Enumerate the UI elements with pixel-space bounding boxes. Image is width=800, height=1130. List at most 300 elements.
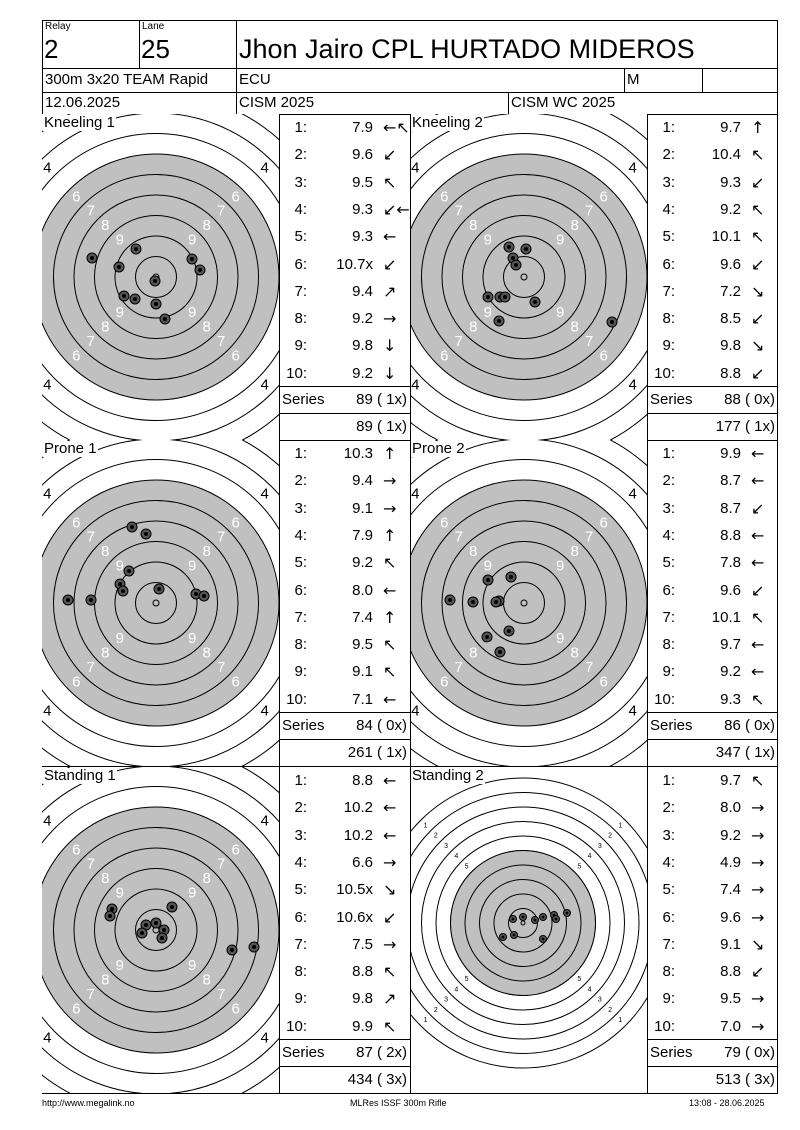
shot-value: 9.4 xyxy=(352,282,373,300)
shot-value: 10.4 xyxy=(711,146,741,164)
ring-number: 4 xyxy=(260,1029,269,1047)
ring-number: 9 xyxy=(556,557,565,575)
ring-number: 4 xyxy=(260,159,269,177)
shot-value: 6.6 xyxy=(352,853,373,871)
ring-number: 7 xyxy=(454,202,463,220)
shot-value: 9.7 xyxy=(720,636,741,654)
ring-number: 4 xyxy=(628,376,637,394)
shot-value: 7.1 xyxy=(352,690,373,708)
shot-value: 9.6 xyxy=(720,581,741,599)
shot-direction-arrow-icon: ↘ xyxy=(751,281,765,301)
shot-impact[interactable] xyxy=(468,597,478,607)
ring-number: 4 xyxy=(411,702,420,720)
shot-direction-arrow-icon: ← xyxy=(383,771,397,790)
shot-impact[interactable] xyxy=(199,591,209,601)
shot-value: 9.6 xyxy=(720,255,741,273)
ring-number: 8 xyxy=(202,870,211,888)
shot-impact[interactable] xyxy=(141,529,151,539)
shot-number: 5: xyxy=(294,228,307,246)
championship: CISM WC 2025 xyxy=(511,94,616,111)
ring-number: 6 xyxy=(440,347,449,365)
shot-impact[interactable] xyxy=(553,916,560,923)
shot-direction-arrow-icon: ↑ xyxy=(751,118,765,137)
shot-value: 8.5 xyxy=(720,310,741,328)
aiming-black xyxy=(451,851,596,996)
shot-direction-arrow-icon: ↙ xyxy=(751,254,765,274)
ring-number: 5 xyxy=(425,173,434,191)
shot-impact[interactable] xyxy=(167,902,177,912)
shot-impact[interactable] xyxy=(564,910,571,917)
shot-direction-arrow-icon: ← xyxy=(383,825,397,845)
series-label: Series xyxy=(650,717,693,734)
shot-direction-arrow-icon: → xyxy=(751,852,765,872)
shot-number: 4: xyxy=(294,526,307,544)
ring-number: 7 xyxy=(454,528,463,546)
shot-value: 9.5 xyxy=(352,173,373,191)
ring-number: 7 xyxy=(585,333,594,351)
shot-direction-arrow-icon: ← xyxy=(383,798,397,818)
ring-number: 5 xyxy=(57,688,66,706)
shot-number: 9: xyxy=(294,663,307,681)
relay-value: 2 xyxy=(44,34,59,64)
summary-divider xyxy=(647,1039,778,1040)
shot-number: 2: xyxy=(294,472,307,490)
shot-number: 8: xyxy=(294,963,307,981)
ring-number: 5 xyxy=(246,173,255,191)
series-label: Series xyxy=(650,1044,693,1061)
ring-number: 4 xyxy=(43,376,52,394)
ring-number: 5 xyxy=(57,1015,66,1033)
ring-number: 9 xyxy=(556,630,565,648)
running-total: 89 ( 1x) xyxy=(356,418,407,435)
shot-impact[interactable] xyxy=(130,294,140,304)
shot-value: 8.8 xyxy=(720,526,741,544)
shot-impact[interactable] xyxy=(504,626,514,636)
shot-impact[interactable] xyxy=(483,575,493,585)
ring-number: 9 xyxy=(556,304,565,322)
series-label: Series xyxy=(650,391,693,408)
ring-number: 7 xyxy=(86,855,95,873)
shot-impact[interactable] xyxy=(483,292,493,302)
ring-number: 4 xyxy=(628,702,637,720)
ring-number: 8 xyxy=(202,971,211,989)
ring-number: 9 xyxy=(483,557,492,575)
shot-value: 9.1 xyxy=(720,935,741,953)
ring-number: 6 xyxy=(72,1000,81,1018)
shot-direction-arrow-icon: ↓ xyxy=(383,336,397,356)
ring-number: 5 xyxy=(577,863,582,871)
ring-number: 5 xyxy=(614,688,623,706)
shot-impact[interactable] xyxy=(607,317,617,327)
shot-impact[interactable] xyxy=(187,254,197,264)
series-score: 84 ( 0x) xyxy=(356,717,407,734)
ring-number: 9 xyxy=(483,304,492,322)
summary-divider xyxy=(279,1066,410,1067)
shot-impact[interactable] xyxy=(160,314,170,324)
ring-number: 6 xyxy=(72,673,81,691)
shot-number: 8: xyxy=(294,636,307,654)
shot-value: 9.5 xyxy=(352,636,373,654)
shot-impact[interactable] xyxy=(540,914,547,921)
shot-direction-arrow-icon: ↖ xyxy=(383,635,397,655)
shot-impact[interactable] xyxy=(511,260,521,270)
shooter-name: Jhon Jairo CPL HURTADO MIDEROS xyxy=(239,34,695,64)
shot-direction-arrow-icon: ↙ xyxy=(751,962,765,982)
header-divider xyxy=(702,68,703,92)
shot-number: 5: xyxy=(662,881,675,899)
ring-number: 6 xyxy=(231,841,240,859)
target-face xyxy=(42,767,279,1093)
running-total: 261 ( 1x) xyxy=(347,744,407,761)
shot-value: 9.8 xyxy=(352,990,373,1008)
shot-direction-arrow-icon: ↖ xyxy=(383,553,397,573)
shot-direction-arrow-icon: ↗ xyxy=(383,281,397,301)
shot-impact[interactable] xyxy=(532,917,539,924)
shot-direction-arrow-icon: ↖ xyxy=(751,689,765,709)
ring-number: 2 xyxy=(433,1006,438,1014)
shot-value: 9.1 xyxy=(352,499,373,517)
ring-number: 8 xyxy=(101,971,110,989)
summary-divider xyxy=(647,1066,778,1067)
shot-value: 4.9 xyxy=(720,853,741,871)
shot-direction-arrow-icon: ↘ xyxy=(751,934,765,954)
shot-direction-arrow-icon: ↙ xyxy=(751,172,765,192)
ring-number: 8 xyxy=(101,217,110,235)
shot-number: 8: xyxy=(662,310,675,328)
shot-direction-arrow-icon: ↖ xyxy=(383,962,397,982)
shot-impact[interactable] xyxy=(495,647,505,657)
shot-direction-arrow-icon: → xyxy=(751,907,765,927)
ring-number: 9 xyxy=(188,884,197,902)
shot-number: 10: xyxy=(286,690,307,708)
ring-number: 9 xyxy=(188,630,197,648)
shot-number: 4: xyxy=(662,200,675,218)
ring-number: 5 xyxy=(425,688,434,706)
ring-number: 6 xyxy=(440,673,449,691)
shot-impact[interactable] xyxy=(540,936,547,943)
ring-number: 9 xyxy=(188,557,197,575)
shot-number: 2: xyxy=(662,146,675,164)
ring-number: 8 xyxy=(202,217,211,235)
ring-number: 3 xyxy=(597,842,602,850)
shot-number: 1: xyxy=(662,772,675,789)
shot-value: 9.9 xyxy=(720,445,741,462)
ring-number: 7 xyxy=(86,986,95,1004)
shot-impact[interactable] xyxy=(494,316,504,326)
date: 12.06.2025 xyxy=(45,94,121,111)
shot-direction-arrow-icon: ← xyxy=(751,444,765,463)
shot-direction-arrow-icon: → xyxy=(383,498,397,518)
target-face xyxy=(410,114,647,440)
ring-number: 5 xyxy=(57,362,66,380)
ring-number: 5 xyxy=(57,826,66,844)
ring-number: 8 xyxy=(101,644,110,662)
shot-direction-arrow-icon: ↙ xyxy=(751,363,765,383)
ring-number: 3 xyxy=(444,996,449,1004)
shot-direction-arrow-icon: ← xyxy=(751,525,765,545)
shot-number: 7: xyxy=(294,935,307,953)
ring-number: 5 xyxy=(614,362,623,380)
ring-number: 1 xyxy=(618,822,623,830)
shot-value: 9.3 xyxy=(352,228,373,246)
shot-impact[interactable] xyxy=(127,522,137,532)
ring-number: 5 xyxy=(57,499,66,517)
shot-direction-arrow-icon: ← xyxy=(383,689,397,709)
shot-number: 2: xyxy=(662,472,675,490)
shot-impact[interactable] xyxy=(482,632,492,642)
ring-number: 4 xyxy=(43,159,52,177)
ring-number: 9 xyxy=(115,957,124,975)
running-total: 347 ( 1x) xyxy=(715,744,775,761)
shot-impact[interactable] xyxy=(131,244,141,254)
shot-impact[interactable] xyxy=(530,297,540,307)
shot-value: 9.3 xyxy=(720,173,741,191)
shot-number: 6: xyxy=(294,908,307,926)
running-total: 513 ( 3x) xyxy=(715,1071,775,1088)
shot-direction-arrow-icon: ↖ xyxy=(383,172,397,192)
shot-value: 9.3 xyxy=(352,200,373,218)
shot-number: 3: xyxy=(662,499,675,517)
panel-divider xyxy=(42,1093,410,1094)
shot-impact[interactable] xyxy=(151,299,161,309)
shot-impact[interactable] xyxy=(87,253,97,263)
ring-number: 4 xyxy=(454,853,459,861)
shot-impact[interactable] xyxy=(500,934,507,941)
shot-impact[interactable] xyxy=(500,292,510,302)
ring-number: 4 xyxy=(587,853,592,861)
series-score: 87 ( 2x) xyxy=(356,1044,407,1061)
shot-number: 1: xyxy=(294,119,307,136)
ring-number: 4 xyxy=(260,485,269,503)
shot-value: 9.6 xyxy=(720,908,741,926)
ring-number: 8 xyxy=(202,318,211,336)
panel-title: Kneeling 2 xyxy=(412,114,483,131)
shot-direction-arrow-icon: ↙ xyxy=(383,907,397,927)
shot-value: 9.2 xyxy=(720,200,741,218)
shot-value: 8.8 xyxy=(352,963,373,981)
panel-title: Prone 1 xyxy=(44,440,97,457)
shot-impact[interactable] xyxy=(63,595,73,605)
shot-impact[interactable] xyxy=(137,928,147,938)
shot-number: 10: xyxy=(286,1017,307,1035)
ring-number: 2 xyxy=(433,832,438,840)
shot-impact[interactable] xyxy=(520,914,527,921)
shot-direction-arrow-icon: ↙ xyxy=(383,145,397,165)
shot-impact[interactable] xyxy=(195,265,205,275)
gender: M xyxy=(627,71,640,88)
shot-impact[interactable] xyxy=(118,586,128,596)
ring-number: 5 xyxy=(464,863,469,871)
shot-value: 8.0 xyxy=(720,799,741,817)
ring-number: 5 xyxy=(246,688,255,706)
shot-impact[interactable] xyxy=(150,276,160,286)
shot-number: 4: xyxy=(294,853,307,871)
shot-value: 9.6 xyxy=(352,146,373,164)
ring-number: 6 xyxy=(599,673,608,691)
ring-number: 7 xyxy=(585,659,594,677)
shot-impact[interactable] xyxy=(124,566,134,576)
ring-number: 1 xyxy=(423,1017,428,1025)
shot-direction-arrow-icon: ↖ xyxy=(751,145,765,165)
ring-number: 4 xyxy=(628,159,637,177)
shot-number: 6: xyxy=(294,255,307,273)
shot-number: 5: xyxy=(662,554,675,572)
shot-direction-arrow-icon: ← xyxy=(751,635,765,655)
ring-number: 7 xyxy=(585,202,594,220)
ring-number: 6 xyxy=(231,1000,240,1018)
ring-number: 4 xyxy=(260,702,269,720)
shot-impact[interactable] xyxy=(119,291,129,301)
shot-value: 9.2 xyxy=(720,826,741,844)
ring-number: 6 xyxy=(440,514,449,532)
shot-number: 10: xyxy=(654,1017,675,1035)
shot-direction-arrow-icon: ↑ xyxy=(383,444,397,463)
series-score: 89 ( 1x) xyxy=(356,391,407,408)
shot-number: 1: xyxy=(294,772,307,789)
shot-number: 3: xyxy=(294,499,307,517)
shot-number: 4: xyxy=(662,526,675,544)
running-total: 434 ( 3x) xyxy=(347,1071,407,1088)
shot-impact[interactable] xyxy=(510,916,517,923)
shot-direction-arrow-icon: ↙ xyxy=(751,309,765,329)
shot-number: 3: xyxy=(662,826,675,844)
panel-divider xyxy=(410,1093,778,1094)
shot-impact[interactable] xyxy=(249,942,259,952)
shot-impact[interactable] xyxy=(227,945,237,955)
footer-url[interactable]: http://www.megalink.no xyxy=(42,1098,135,1108)
shot-value: 8.7 xyxy=(720,472,741,490)
ring-number: 8 xyxy=(469,217,478,235)
shot-direction-arrow-icon: ↖ xyxy=(751,227,765,247)
shot-impact[interactable] xyxy=(506,572,516,582)
ring-number: 2 xyxy=(608,1006,613,1014)
ring-number: 5 xyxy=(614,499,623,517)
header-divider xyxy=(139,20,140,68)
shot-direction-arrow-icon: → xyxy=(383,852,397,872)
ring-number: 5 xyxy=(246,362,255,380)
shot-impact[interactable] xyxy=(114,262,124,272)
ring-number: 7 xyxy=(217,855,226,873)
event-name: 300m 3x20 TEAM Rapid xyxy=(45,71,209,88)
header-divider xyxy=(508,92,509,114)
ring-number: 8 xyxy=(570,318,579,336)
shot-direction-arrow-icon: ↖ xyxy=(751,607,765,627)
shot-number: 4: xyxy=(294,200,307,218)
ring-number: 3 xyxy=(597,996,602,1004)
shot-value: 9.2 xyxy=(720,663,741,681)
shot-value: 9.9 xyxy=(352,1017,373,1035)
shot-value: 8.8 xyxy=(720,963,741,981)
shot-impact[interactable] xyxy=(157,933,167,943)
shot-impact[interactable] xyxy=(491,597,501,607)
shot-value: 7.5 xyxy=(352,935,373,953)
ring-number: 4 xyxy=(260,812,269,830)
shot-value: 10.7x xyxy=(336,255,373,273)
ring-number: 5 xyxy=(246,1015,255,1033)
shot-value: 9.7 xyxy=(720,119,741,136)
panel-title: Prone 2 xyxy=(412,440,465,457)
shot-number: 2: xyxy=(294,146,307,164)
ring-number: 4 xyxy=(43,485,52,503)
shot-direction-arrow-icon: ↗ xyxy=(383,989,397,1009)
ring-number: 5 xyxy=(425,362,434,380)
shot-direction-arrow-icon: ↙ xyxy=(383,254,397,274)
shot-value: 7.0 xyxy=(720,1017,741,1035)
summary-divider xyxy=(647,739,778,740)
footer-app: MLRes ISSF 300m Rifle xyxy=(350,1098,447,1108)
shot-impact[interactable] xyxy=(105,911,115,921)
shot-number: 5: xyxy=(662,228,675,246)
shot-impact[interactable] xyxy=(86,595,96,605)
shot-number: 5: xyxy=(294,554,307,572)
shot-impact[interactable] xyxy=(445,595,455,605)
shot-value: 9.8 xyxy=(720,337,741,355)
shot-number: 9: xyxy=(294,337,307,355)
ring-number: 6 xyxy=(231,673,240,691)
shot-impact[interactable] xyxy=(504,242,514,252)
ring-number: 9 xyxy=(115,231,124,249)
lane-label: Lane xyxy=(142,21,165,32)
ring-number: 5 xyxy=(246,499,255,517)
ring-number: 9 xyxy=(115,557,124,575)
ring-number: 8 xyxy=(570,543,579,561)
shot-number: 2: xyxy=(662,799,675,817)
shot-number: 3: xyxy=(294,826,307,844)
ring-number: 4 xyxy=(43,702,52,720)
ring-number: 8 xyxy=(469,543,478,561)
shot-value: 10.5x xyxy=(336,881,373,899)
running-total: 177 ( 1x) xyxy=(715,418,775,435)
shot-value: 7.4 xyxy=(720,881,741,899)
shot-impact[interactable] xyxy=(511,932,518,939)
ring-number: 4 xyxy=(260,376,269,394)
shot-number: 7: xyxy=(294,282,307,300)
shot-direction-arrow-icon: ← xyxy=(383,580,397,600)
ring-number: 7 xyxy=(217,659,226,677)
ring-number: 6 xyxy=(231,347,240,365)
shot-value: 7.2 xyxy=(720,282,741,300)
shot-number: 6: xyxy=(662,908,675,926)
shot-direction-arrow-icon: ↖ xyxy=(383,1016,397,1036)
shot-direction-arrow-icon: → xyxy=(751,989,765,1009)
shot-direction-arrow-icon: → xyxy=(751,798,765,818)
lane-value: 25 xyxy=(141,34,170,64)
shot-number: 10: xyxy=(286,364,307,382)
shot-direction-arrow-icon: ←↖ xyxy=(383,118,410,137)
shot-number: 10: xyxy=(654,690,675,708)
shot-direction-arrow-icon: ↙← xyxy=(383,199,410,219)
column-divider xyxy=(410,114,411,1094)
shot-impact[interactable] xyxy=(151,918,161,928)
ring-number: 7 xyxy=(217,528,226,546)
ring-number: 6 xyxy=(231,188,240,206)
ring-number: 5 xyxy=(614,173,623,191)
ring-number: 4 xyxy=(43,1029,52,1047)
target-face xyxy=(42,114,279,440)
shot-number: 6: xyxy=(294,581,307,599)
ring-number: 5 xyxy=(464,976,469,984)
shot-number: 6: xyxy=(662,255,675,273)
shot-value: 10.6x xyxy=(336,908,373,926)
ring-number: 7 xyxy=(454,659,463,677)
shot-number: 2: xyxy=(294,799,307,817)
ring-number: 7 xyxy=(217,333,226,351)
shot-value: 9.8 xyxy=(352,337,373,355)
ring-number: 1 xyxy=(423,822,428,830)
shot-impact[interactable] xyxy=(521,244,531,254)
shot-impact[interactable] xyxy=(154,584,164,594)
shot-value: 10.1 xyxy=(711,608,741,626)
